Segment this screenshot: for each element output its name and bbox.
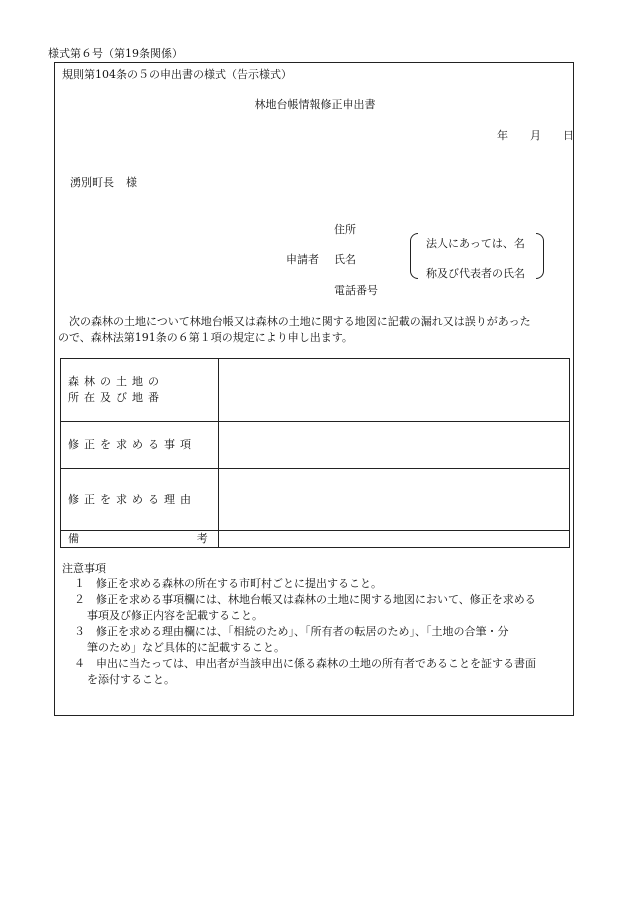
- applicant-label: 申請者: [286, 253, 319, 266]
- date-year: 年: [497, 129, 508, 142]
- remarks-field[interactable]: [218, 531, 569, 548]
- document-title: 林地台帳情報修正申出書: [254, 98, 376, 111]
- name-label: 氏名: [334, 253, 356, 266]
- location-header-line2: 所在及び地番: [68, 391, 164, 404]
- corporate-note-line2: 称及び代表者の氏名: [426, 267, 525, 280]
- location-field[interactable]: [218, 359, 569, 422]
- note-item-1: [74, 576, 570, 592]
- remarks-header: [61, 531, 219, 548]
- remarks-header-left: 備: [68, 532, 79, 545]
- date-month: 月: [530, 129, 541, 142]
- location-header: [61, 359, 219, 422]
- note-number: １: [74, 577, 85, 590]
- note-text: 修正を求める森林の所在する市町村ごとに提出すること。: [96, 577, 382, 590]
- table-row-reason: [61, 469, 570, 531]
- table-row-items: [61, 422, 570, 469]
- note-item-4: [74, 656, 570, 688]
- date-field: [497, 127, 574, 143]
- addressee-name: 湧別町長: [70, 176, 114, 189]
- reason-header: 修正を求める理由: [61, 469, 219, 531]
- note-item-2: [74, 592, 570, 624]
- request-statement: [58, 314, 572, 346]
- note-text-cont: 筆のため」など具体的に記載すること。: [87, 641, 285, 654]
- note-number: ４: [74, 657, 85, 670]
- reason-field[interactable]: [218, 469, 569, 531]
- corporate-note-line1: 法人にあっては、名: [426, 237, 525, 250]
- note-text: 申出に当たっては、申出者が当該申出に係る森林の土地の所有者であることを証する書面: [96, 657, 536, 670]
- form-number: 様式第６号（第19条関係）: [48, 47, 183, 60]
- bracket-right: [536, 233, 544, 279]
- note-number: ２: [74, 593, 85, 606]
- date-day: 日: [563, 129, 574, 142]
- phone-label: 電話番号: [334, 284, 378, 297]
- request-table: [60, 358, 570, 548]
- notes-title: 注意事項: [62, 562, 106, 575]
- table-row-remarks: [61, 531, 570, 548]
- note-text-cont: を添付すること。: [87, 673, 175, 686]
- note-text: 修正を求める事項欄には、林地台帳又は森林の土地に関する地図において、修正を求める: [96, 593, 536, 606]
- note-item-3: [74, 624, 570, 656]
- items-field[interactable]: [218, 422, 569, 469]
- table-row-location: [61, 359, 570, 422]
- address-label: 住所: [334, 223, 356, 236]
- items-header: 修正を求める事項: [61, 422, 219, 469]
- addressee-honorific: 様: [126, 176, 137, 189]
- location-header-line1: 森林の土地の: [68, 375, 164, 388]
- addressee: [70, 174, 137, 190]
- bracket-left: [410, 233, 418, 279]
- remarks-header-right: 考: [196, 532, 208, 545]
- request-statement-line1: 次の森林の土地について林地台帳又は森林の土地に関する地図に記載の漏れ又は誤りがあった: [69, 315, 531, 328]
- rule-title: 規則第104条の５の申出書の様式（告示様式）: [62, 68, 292, 81]
- note-text-cont: 事項及び修正内容を記載すること。: [87, 609, 263, 622]
- note-text: 修正を求める理由欄には、「相続のため」、「所有者の転居のため」、「土地の合筆・分: [96, 625, 509, 638]
- note-number: ３: [74, 625, 85, 638]
- request-statement-line2: ので、森林法第191条の６第１項の規定により申し出ます。: [58, 331, 353, 344]
